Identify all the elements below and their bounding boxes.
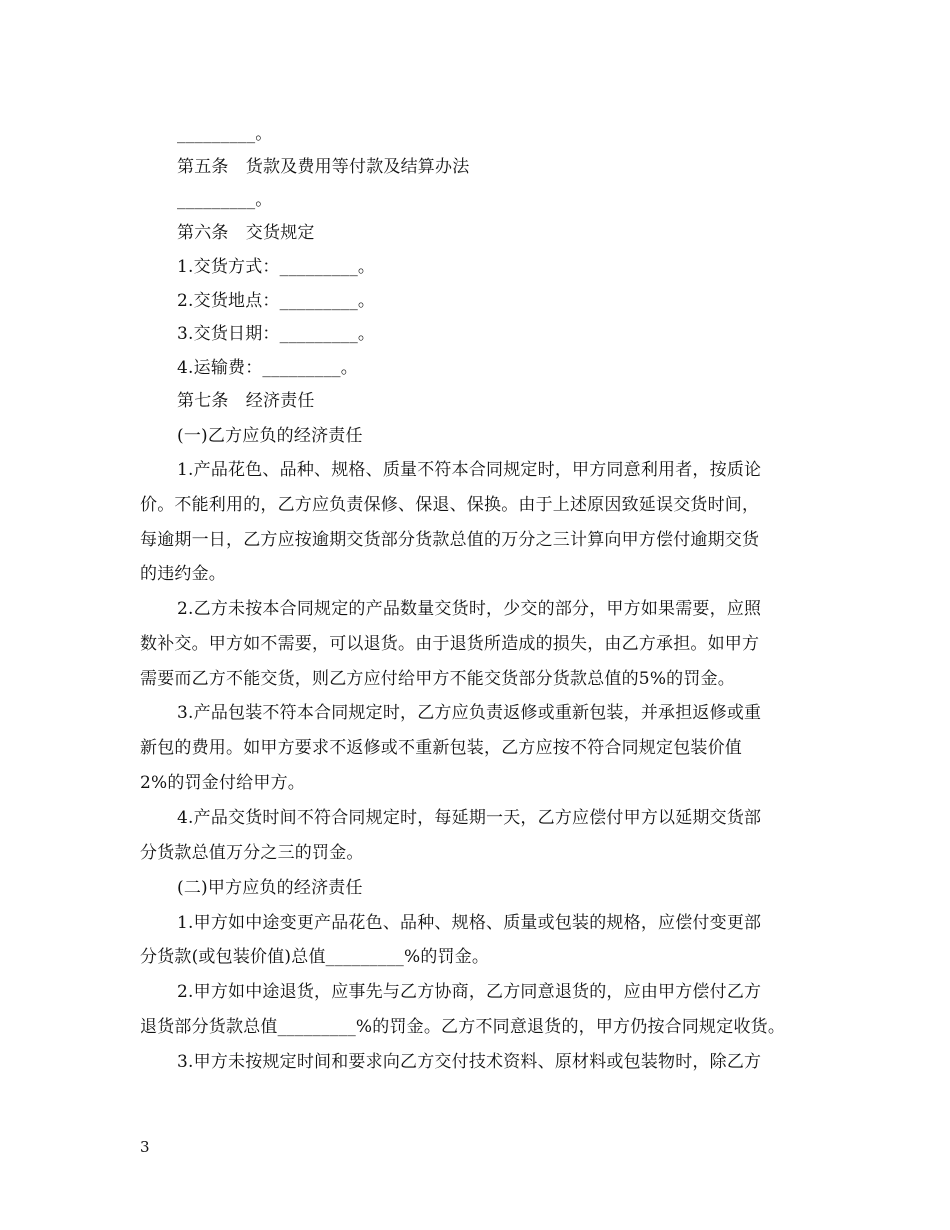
paragraph-line: 分货款总值万分之三的罚金。: [140, 843, 364, 863]
paragraph-line: 2%的罚金付给甲方。: [140, 773, 305, 793]
party-a-liability-heading: (二)甲方应负的经济责任: [177, 878, 363, 898]
paragraph-line: 4.产品交货时间不符合同规定时，每延期一天，乙方应偿付甲方以延期交货部: [177, 808, 762, 828]
page-number: 3: [140, 1138, 150, 1156]
paragraph-line: 分货款(或包装价值)总值_________%的罚金。: [140, 947, 490, 967]
paragraph-line: 2.甲方如中途退货，应事先与乙方协商，乙方同意退货的，应由甲方偿付乙方: [177, 982, 762, 1002]
blank-line: _________。: [177, 190, 273, 210]
paragraph-line: 数补交。甲方如不需要，可以退货。由于退货所造成的损失，由乙方承担。如甲方: [140, 634, 760, 654]
party-b-liability-heading: (一)乙方应负的经济责任: [177, 426, 363, 446]
article-6-heading: 第六条 交货规定: [177, 223, 315, 243]
paragraph-line: 3.甲方未按规定时间和要求向乙方交付技术资料、原材料或包装物时，除乙方: [177, 1052, 762, 1072]
paragraph-line: 2.乙方未按本合同规定的产品数量交货时，少交的部分，甲方如果需要，应照: [177, 599, 762, 619]
shipping-fee: 4.运输费：_________。: [177, 358, 358, 378]
delivery-location: 2.交货地点：_________。: [177, 291, 376, 311]
delivery-method: 1.交货方式：_________。: [177, 257, 376, 277]
blank-line: _________。: [177, 124, 273, 144]
paragraph-line: 价。不能利用的，乙方应负责保修、保退、保换。由于上述原因致延误交货时间，: [140, 495, 760, 515]
paragraph-line: 新包的费用。如甲方要求不返修或不重新包装，乙方应按不符合同规定包装价值: [140, 738, 742, 758]
article-5-heading: 第五条 货款及费用等付款及结算办法: [177, 157, 470, 177]
paragraph-line: 1.甲方如中途变更产品花色、品种、规格、质量或包装的规格，应偿付变更部: [177, 913, 762, 933]
paragraph-line: 退货部分货款总值_________%的罚金。乙方不同意退货的，甲方仍按合同规定收货。: [140, 1017, 786, 1037]
paragraph-line: 每逾期一日，乙方应按逾期交货部分货款总值的万分之三计算向甲方偿付逾期交货: [140, 530, 760, 550]
delivery-date: 3.交货日期：_________。: [177, 324, 376, 344]
article-7-heading: 第七条 经济责任: [177, 391, 315, 411]
paragraph-line: 1.产品花色、品种、规格、质量不符本合同规定时，甲方同意利用者，按质论: [177, 460, 762, 480]
paragraph-line: 的违约金。: [140, 564, 226, 584]
paragraph-line: 3.产品包装不符本合同规定时，乙方应负责返修或重新包装，并承担返修或重: [177, 703, 762, 723]
paragraph-line: 需要而乙方不能交货，则乙方应付给甲方不能交货部分货款总值的5%的罚金。: [140, 669, 735, 689]
